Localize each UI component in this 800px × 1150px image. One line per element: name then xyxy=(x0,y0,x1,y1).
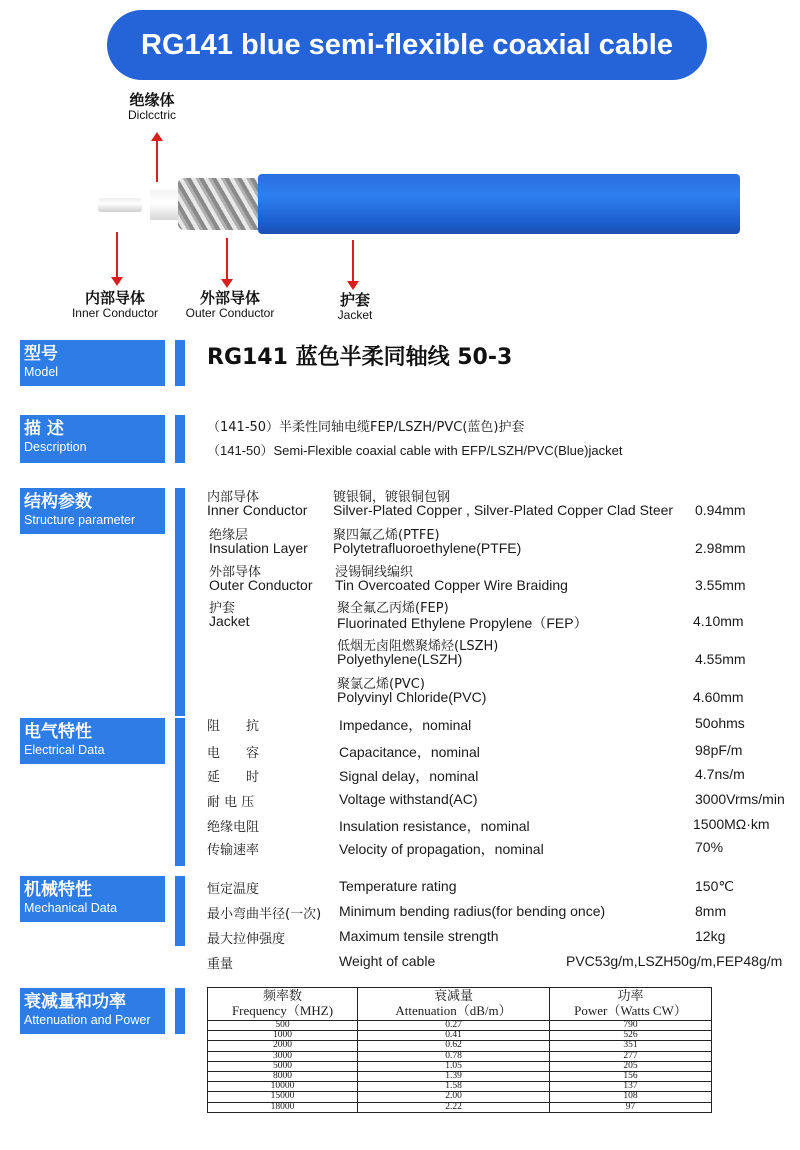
table-row xyxy=(208,1102,712,1112)
table-cell: 0.27 xyxy=(358,1021,550,1031)
table-row xyxy=(208,1092,712,1102)
structure-material-zh: 聚全氟乙丙烯(FEP) xyxy=(337,601,449,616)
section-bar xyxy=(175,988,185,1034)
section-mechanical-header: 机械特性 Mechanical Data xyxy=(20,876,165,922)
table-cell: 3000 xyxy=(208,1051,358,1061)
electrical-name-zh: 电 容 xyxy=(207,746,260,761)
table-header-row xyxy=(208,988,712,1021)
structure-material-en: Polyvinyl Chloride(PVC) xyxy=(337,689,487,705)
table-row xyxy=(208,1051,712,1061)
dielectric-shape xyxy=(150,190,180,220)
section-description-header: 描 述 Description xyxy=(20,415,165,463)
table-cell: 1.39 xyxy=(358,1071,550,1081)
table-cell: 1.05 xyxy=(358,1061,550,1071)
structure-value: 4.10mm xyxy=(693,613,744,629)
table-row xyxy=(208,1021,712,1031)
electrical-value: 98pF/m xyxy=(695,742,743,758)
mechanical-name-zh: 最大拉伸强度 xyxy=(207,932,286,947)
structure-material-en: Fluorinated Ethylene Propylene（FEP） xyxy=(337,615,588,631)
arrow-inner-conductor xyxy=(116,232,118,278)
electrical-value: 4.7ns/m xyxy=(695,766,745,782)
section-bar xyxy=(175,415,185,463)
structure-name-en: Outer Conductor xyxy=(209,577,313,593)
structure-value: 0.94mm xyxy=(695,502,746,518)
mechanical-name-en: Weight of cable xyxy=(339,953,436,969)
arrow-jacket xyxy=(352,240,354,282)
table-cell: 97 xyxy=(550,1102,712,1112)
structure-name-en: Insulation Layer xyxy=(209,540,308,556)
structure-material-zh: 聚四氟乙烯(PTFE) xyxy=(333,528,440,543)
electrical-value: 1500MΩ·km xyxy=(693,816,770,832)
table-cell: 10000 xyxy=(208,1082,358,1092)
mechanical-value: 12kg xyxy=(695,928,726,944)
table-cell: 526 xyxy=(550,1031,712,1041)
electrical-name-en: Signal delay，nominal xyxy=(339,768,479,784)
table-cell: 1000 xyxy=(208,1031,358,1041)
table-cell: 8000 xyxy=(208,1071,358,1081)
structure-name-zh: 护套 xyxy=(209,601,236,616)
arrow-outer-conductor xyxy=(226,238,228,280)
label-inner-conductor: 内部导体 Inner Conductor xyxy=(71,289,159,321)
mechanical-name-zh: 恒定温度 xyxy=(207,882,260,897)
blue-jacket-shape xyxy=(258,174,740,234)
label-outer-conductor: 外部导体 Outer Conductor xyxy=(185,289,275,321)
table-cell: 137 xyxy=(550,1082,712,1092)
structure-name-zh: 内部导体 xyxy=(207,490,260,505)
label-jacket: 护套 Jacket xyxy=(337,291,373,323)
mechanical-name-zh: 重量 xyxy=(207,957,234,972)
table-cell: 0.62 xyxy=(358,1041,550,1051)
table-cell: 2000 xyxy=(208,1041,358,1051)
table-cell: 0.41 xyxy=(358,1031,550,1041)
table-cell: 500 xyxy=(208,1021,358,1031)
column-header-frequency: 频率数 Frequency（MHZ) xyxy=(208,988,358,1021)
electrical-value: 70% xyxy=(695,839,724,855)
electrical-name-en: Voltage withstand(AC) xyxy=(339,791,478,807)
electrical-name-en: Velocity of propagation，nominal xyxy=(339,841,544,857)
table-cell: 15000 xyxy=(208,1092,358,1102)
table-cell: 18000 xyxy=(208,1102,358,1112)
mechanical-value: 8mm xyxy=(695,903,727,919)
structure-name-en: Inner Conductor xyxy=(207,502,308,518)
electrical-name-zh: 耐 电 压 xyxy=(207,795,255,810)
table-cell: 108 xyxy=(550,1092,712,1102)
mechanical-name-en: Minimum bending radius(for bending once) xyxy=(339,903,606,919)
label-dielectric: 绝缘体 Diclcctric xyxy=(128,91,176,123)
table-cell: 351 xyxy=(550,1041,712,1051)
mechanical-value: PVC53g/m,LSZH50g/m,FEP48g/m xyxy=(566,953,783,969)
electrical-name-en: Impedance，nominal xyxy=(339,717,472,733)
structure-name-en: Jacket xyxy=(209,613,250,629)
structure-material-zh: 低烟无卤阻燃聚烯烃(LSZH) xyxy=(337,639,499,654)
title-banner xyxy=(107,10,707,80)
structure-value: 4.60mm xyxy=(693,689,744,705)
electrical-value: 3000Vrms/min xyxy=(695,791,785,807)
table-cell: 0.78 xyxy=(358,1051,550,1061)
arrow-dielectric xyxy=(156,140,158,182)
table-cell: 790 xyxy=(550,1021,712,1031)
electrical-name-en: Capacitance，nominal xyxy=(339,744,480,760)
table-row xyxy=(208,1031,712,1041)
structure-value: 4.55mm xyxy=(695,651,746,667)
section-attenuation-header: 衰减量和功率 Attenuation and Power xyxy=(20,988,165,1034)
structure-name-zh: 绝缘层 xyxy=(209,528,249,543)
table-cell: 2.00 xyxy=(358,1092,550,1102)
electrical-name-zh: 绝缘电阻 xyxy=(207,820,260,835)
description-zh: （141-50）半柔性同轴电缆FEP/LSZH/PVC(蓝色)护套 xyxy=(207,420,525,435)
table-row xyxy=(208,1082,712,1092)
section-model-header: 型号 Model xyxy=(20,340,165,386)
section-bar xyxy=(175,876,185,946)
table-row xyxy=(208,1071,712,1081)
table-row xyxy=(208,1061,712,1071)
section-bar xyxy=(175,718,185,866)
table-cell: 1.58 xyxy=(358,1082,550,1092)
inner-conductor-shape xyxy=(98,198,142,212)
structure-material-zh: 镀银铜，镀银铜包钢 xyxy=(333,490,451,505)
column-header-power: 功率 Power（Watts CW） xyxy=(550,988,712,1021)
mechanical-name-en: Maximum tensile strength xyxy=(339,928,499,944)
electrical-name-en: Insulation resistance，nominal xyxy=(339,818,530,834)
structure-material-zh: 浸锡铜线编织 xyxy=(335,565,414,580)
section-bar xyxy=(175,340,185,386)
mechanical-name-en: Temperature rating xyxy=(339,878,457,894)
electrical-name-zh: 延 时 xyxy=(207,770,260,785)
structure-material-en: Silver-Plated Copper , Silver-Plated Copper Clad Steer xyxy=(333,502,674,518)
mechanical-name-zh: 最小弯曲半径(一次) xyxy=(207,907,322,922)
column-header-attenuation: 衰减量 Attenuation（dB/m） xyxy=(358,988,550,1021)
attenuation-table xyxy=(207,987,712,1113)
electrical-name-zh: 传输速率 xyxy=(207,843,260,858)
section-structure-header: 结构参数 Structure parameter xyxy=(20,488,165,534)
section-electrical-header: 电气特性 Electrical Data xyxy=(20,718,165,764)
page-title: RG141 blue semi-flexible coaxial cable xyxy=(141,28,673,61)
electrical-value: 50ohms xyxy=(695,715,745,731)
table-cell: 5000 xyxy=(208,1061,358,1071)
mechanical-value: 150℃ xyxy=(695,878,735,894)
structure-name-zh: 外部导体 xyxy=(209,565,262,580)
structure-material-zh: 聚氯乙烯(PVC) xyxy=(337,677,425,692)
outer-braid-shape xyxy=(178,178,264,230)
structure-material-en: Polytetrafluoroethylene(PTFE) xyxy=(333,540,522,556)
section-bar xyxy=(175,488,185,716)
structure-material-en: Tin Overcoated Copper Wire Braiding xyxy=(335,577,568,593)
model-value: RG141 蓝色半柔同轴线 50-3 xyxy=(207,345,513,370)
electrical-name-zh: 阻 抗 xyxy=(207,719,260,734)
description-en: （141-50）Semi-Flexible coaxial cable with EFP/LSZH/PVC(Blue)jacket xyxy=(207,443,623,458)
table-cell: 277 xyxy=(550,1051,712,1061)
table-cell: 2.22 xyxy=(358,1102,550,1112)
table-row xyxy=(208,1041,712,1051)
table-cell: 156 xyxy=(550,1071,712,1081)
structure-material-en: Polyethylene(LSZH) xyxy=(337,651,463,667)
structure-value: 3.55mm xyxy=(695,577,746,593)
table-cell: 205 xyxy=(550,1061,712,1071)
structure-value: 2.98mm xyxy=(695,540,746,556)
